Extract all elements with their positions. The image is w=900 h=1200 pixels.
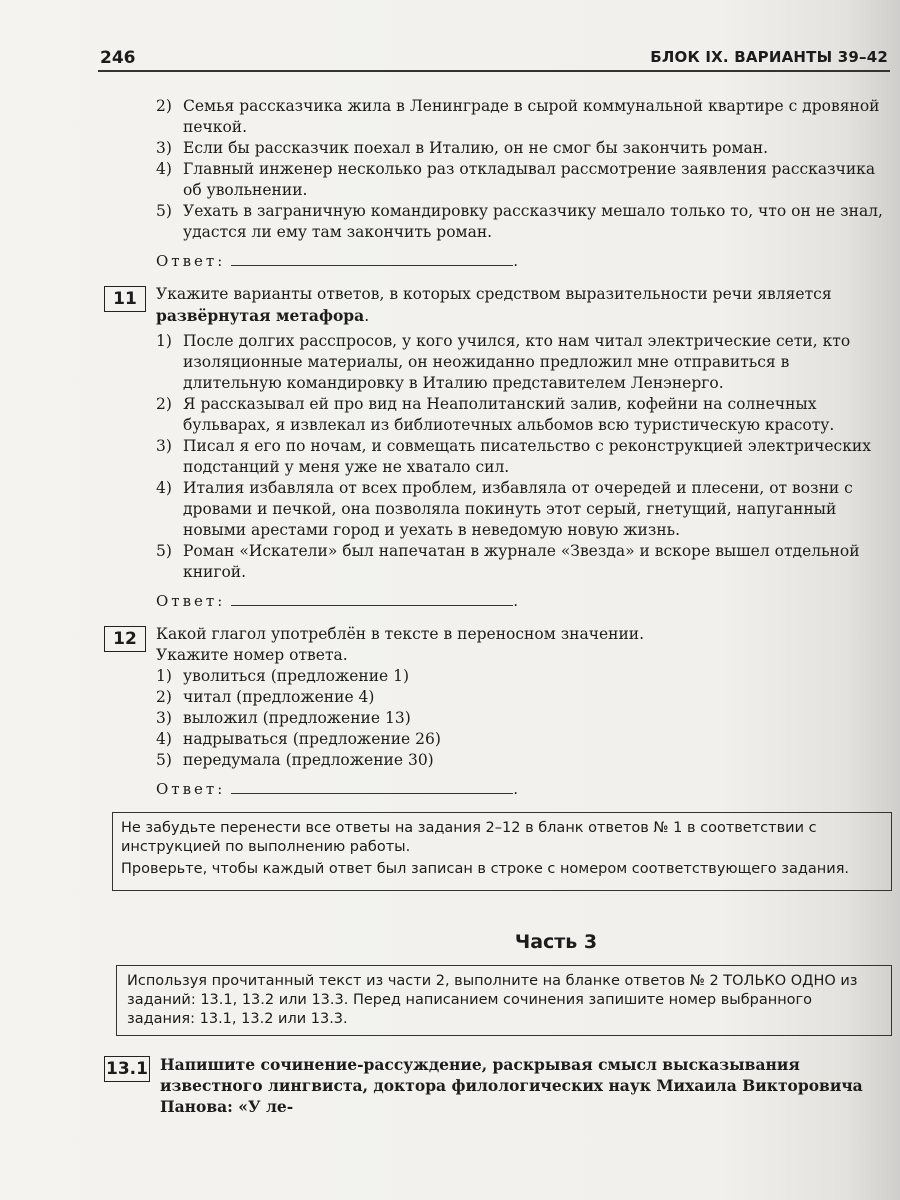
page-header (98, 40, 890, 72)
option-item: 2) Я рассказывал ей про вид на Неаполитанский залив, кофейни на солнечных бульварах, я извлекал из библиотечных альбомов всю туристическую красоту. (156, 395, 835, 434)
option-item: 5) Роман «Искатели» был напечатан в журнале «Звезда» и вскоре вышел отдельной книгой. (156, 542, 860, 581)
task-prompt: Напишите сочинение-рассуждение, раскрывая смысл высказывания известного лингвиста, доктора филологических наук Михаила Викторовича Панова: «У ле- (160, 1055, 863, 1116)
option-text: После долгих расспросов, у кого учился, кто нам читал электрические сети, кто изоляционные материалы, он неожиданно предложил мне отправиться в длительную командировку в Италию представителем Ленэнерго. (183, 332, 851, 392)
option-item: 1) уволиться (предложение 1) (156, 667, 410, 685)
task-number-box: 12 (104, 626, 146, 652)
part-3-instruction: Используя прочитанный текст из части 2, выполните на бланке ответов № 2 ТОЛЬКО ОДНО из заданий: 13.1, 13.2 или 13.3. Перед написанием сочинения запишите номер выбранного задания: 13.1, 13.2 или 13.3. (116, 965, 892, 1036)
task-12 (100, 624, 892, 798)
answer-label: Ответ: (156, 592, 226, 610)
page-content (100, 92, 892, 1117)
answer-line[interactable] (231, 251, 513, 266)
option-text: читал (предложение 4) (183, 688, 375, 706)
option-text: Роман «Искатели» был напечатан в журнале «Звезда» и вскоре вышел отдельной книгой. (183, 542, 860, 581)
page-number: 246 (100, 48, 136, 68)
task-11-options (156, 331, 892, 583)
task-10-continuation (100, 96, 892, 270)
option-text: Италия избавляла от всех проблем, избавляла от очередей и плесени, от возни с дровами и печкой, она позволяла покинуть этот серый, гнетущий, напуганный новыми арестами город и уехать в неведомую новую жизнь. (183, 479, 853, 539)
section-title: БЛОК IX. ВАРИАНТЫ 39–42 (650, 48, 888, 66)
option-item: 4) Италия избавляла от всех проблем, избавляла от очередей и плесени, от возни с дровами и печкой, она позволяла покинуть этот серый, гнетущий, напуганный новыми арестами город и уехать в неведомую новую жизнь. (156, 479, 853, 539)
answer-label: Ответ: (156, 780, 226, 798)
reminder-line-1: Не забудьте перенести все ответы на задания 2–12 в бланк ответов № 1 в соответствии с инструкцией по выполнению работы. (121, 820, 817, 855)
option-text: надрываться (предложение 26) (183, 730, 441, 748)
option-text: Писал я его по ночам, и совмещать писательство с реконструкцией электрических подстанций у меня уже не хватало сил. (183, 437, 871, 476)
option-item: 4) надрываться (предложение 26) (156, 730, 441, 748)
option-text: Уехать в заграничную командировку рассказчику мешало только то, что он не знал, удастся ли ему там закончить роман. (183, 202, 883, 241)
option-text: передумала (предложение 30) (183, 751, 434, 769)
option-text: Главный инженер несколько раз откладывал рассмотрение заявления рассказчика об увольнении. (183, 160, 876, 199)
answer-field-10: Ответ: . (156, 252, 519, 270)
option-item: 2) Семья рассказчика жила в Ленинграде в сырой коммунальной квартире с дровяной печкой. (156, 97, 880, 136)
option-item: 1) После долгих расспросов, у кого учился, кто нам читал электрические сети, кто изоляционные материалы, он неожиданно предложил мне отправиться в длительную командировку в Италию представителем Ленэнерго. (156, 332, 851, 392)
reminder-box (112, 812, 892, 891)
option-text: Если бы рассказчик поехал в Италию, он не смог бы закончить роман. (183, 139, 769, 157)
task-prompt-bold: развёрнутая метафора (156, 306, 365, 325)
part-3-title: Часть 3 (514, 931, 598, 953)
task-number-box: 11 (104, 286, 146, 312)
task-number-box: 13.1 (104, 1056, 150, 1082)
task-prompt: Какой глагол употреблён в тексте в переносном значении. (156, 625, 645, 643)
task-10-options (156, 96, 892, 243)
option-item: 4) Главный инженер несколько раз откладывал рассмотрение заявления рассказчика об увольнении. (156, 160, 876, 199)
answer-line[interactable] (231, 591, 513, 606)
option-item: 2) читал (предложение 4) (156, 688, 375, 706)
task-11 (100, 284, 892, 610)
task-prompt: Укажите варианты ответов, в которых средством выразительности речи является развёрнутая метафора. (156, 285, 832, 325)
option-item: 3) Если бы рассказчик поехал в Италию, он не смог бы закончить роман. (156, 139, 769, 157)
task-subprompt: Укажите номер ответа. (156, 646, 348, 664)
option-item: 3) выложил (предложение 13) (156, 709, 411, 727)
answer-field-12: Ответ: . (156, 780, 519, 798)
answer-line[interactable] (231, 779, 513, 794)
answer-label: Ответ: (156, 252, 226, 270)
option-item: 5) Уехать в заграничную командировку рассказчику мешало только то, что он не знал, удастся ли ему там закончить роман. (156, 202, 883, 241)
option-item: 3) Писал я его по ночам, и совмещать писательство с реконструкцией электрических подстанций у меня уже не хватало сил. (156, 437, 871, 476)
option-text: Семья рассказчика жила в Ленинграде в сырой коммунальной квартире с дровяной печкой. (183, 97, 880, 136)
answer-field-11: Ответ: . (156, 592, 519, 610)
option-text: уволиться (предложение 1) (183, 667, 410, 685)
reminder-line-2: Проверьте, чтобы каждый ответ был записан в строке с номером соответствующего задания. (121, 861, 850, 877)
option-text: Я рассказывал ей про вид на Неаполитанский залив, кофейни на солнечных бульварах, я извлекал из библиотечных альбомов всю туристическую красоту. (183, 395, 835, 434)
option-item: 5) передумала (предложение 30) (156, 751, 434, 769)
task-13-1 (100, 1054, 892, 1117)
option-text: выложил (предложение 13) (183, 709, 411, 727)
task-12-options (156, 666, 892, 771)
